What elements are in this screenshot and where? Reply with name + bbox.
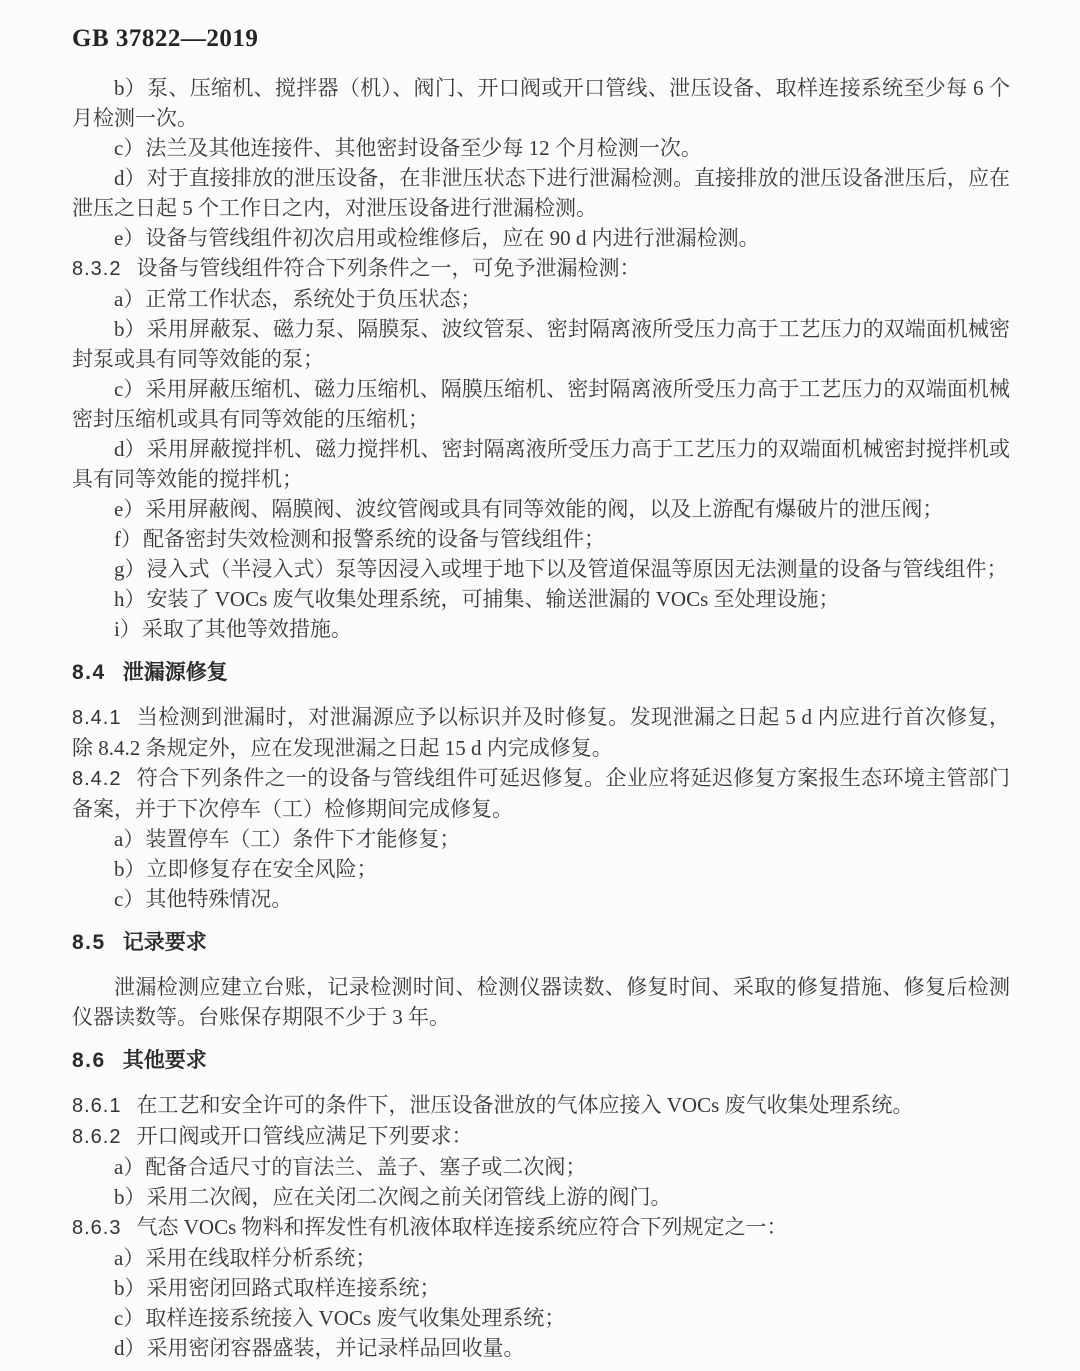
clause-paragraph [72,253,1010,284]
list-item-text: 安装了 VOCs 废气收集处理系统，可捕集、输送泄漏的 VOCs 至处理设施； [146,587,840,611]
section-heading [72,1046,1010,1076]
list-item-text: 采用屏蔽阀、隔膜阀、波纹管阀或具有同等效能的阀，以及上游配有爆破片的泄压阀； [145,497,944,521]
list-item-label: d） [114,166,146,190]
list-item-label: b） [114,857,146,881]
section-title: 其他要求 [122,1049,207,1072]
list-item [72,1333,1010,1363]
list-item-label: d） [114,1336,146,1360]
clause-text: 当检测到泄漏时，对泄漏源应予以标识并及时修复。发现泄漏之日起 5 d 内应进行首次修复，除 8.4.2 条规定外，应在发现泄漏之日起 15 d 内完成修复。 [72,705,1010,760]
list-item-label: b） [114,317,146,341]
section-number: 8.5 [72,931,106,954]
clause-paragraph [72,1212,1010,1243]
list-item-label: b） [114,76,147,100]
list-item [72,614,1010,644]
list-item-text: 配备密封失效检测和报警系统的设备与管线组件； [143,527,605,551]
clause-paragraph [72,1121,1010,1152]
list-item-text: 设备与管线组件初次启用或检维修后，应在 90 d 内进行泄漏检测。 [145,226,760,250]
list-item-label: e） [114,497,145,521]
list-item [72,73,1010,133]
section-heading [72,658,1010,688]
list-item-text: 采用屏蔽泵、磁力泵、隔膜泵、波纹管泵、密封隔离液所受压力高于工艺压力的双端面机械密封泵或具有同等效能的泵； [72,317,1011,371]
list-item-text: 浸入式（半浸入式）泵等因浸入或埋于地下以及管道保温等原因无法测量的设备与管线组件； [146,557,1008,581]
list-item [72,1243,1010,1273]
list-item-text: 采用密闭容器盛装，并记录样品回收量。 [146,1336,525,1360]
list-item-label: c） [114,887,145,911]
list-item [72,1152,1010,1182]
clause-paragraph [72,702,1010,763]
list-item-label: b） [114,1276,146,1300]
list-item-label: d） [114,437,146,461]
section-heading [72,928,1010,958]
list-item-text: 对于直接排放的泄压设备，在非泄压状态下进行泄漏检测。直接排放的泄压设备泄压后，应在泄压之日起 5 个工作日之内，对泄压设备进行泄漏检测。 [72,166,1011,220]
clause-number: 8.4.2 [72,768,122,790]
clause-number: 8.3.2 [72,258,122,280]
list-item [72,223,1010,253]
list-item [72,584,1010,614]
list-item-text: 正常工作状态，系统处于负压状态； [145,287,482,311]
clause-text: 在工艺和安全许可的条件下，泄压设备泄放的气体应接入 VOCs 废气收集处理系统。 [136,1093,914,1117]
clause-paragraph [72,1090,1010,1121]
list-item-text: 其他特殊情况。 [145,887,293,911]
list-item [72,884,1010,914]
list-item-text: 采取了其他等效措施。 [141,617,352,641]
list-item [72,374,1010,434]
list-item [72,1303,1010,1333]
list-item-label: a） [114,1155,145,1179]
clause-text: 气态 VOCs 物料和挥发性有机液体取样连接系统应符合下列规定之一： [136,1215,788,1239]
list-item [72,314,1010,374]
clause-text: 开口阀或开口管线应满足下列要求： [136,1124,473,1148]
document-body [72,73,1010,1363]
list-item [72,494,1010,524]
section-number: 8.6 [72,1049,106,1072]
clause-text: 设备与管线组件符合下列条件之一，可免予泄漏检测： [136,256,641,280]
list-item [72,554,1010,584]
list-item-label: f） [114,527,142,551]
list-item-text: 立即修复存在安全风险； [146,857,378,881]
section-title: 泄漏源修复 [122,661,228,684]
section-number: 8.4 [72,661,106,684]
list-item-text: 法兰及其他连接件、其他密封设备至少每 12 个月检测一次。 [145,136,702,160]
list-item-label: a） [114,287,145,311]
list-item [72,1182,1010,1212]
list-item-label: b） [114,1185,146,1209]
list-item-label: g） [114,557,146,581]
list-item-label: c） [114,1306,145,1330]
list-item-label: c） [114,377,145,401]
list-item [72,1273,1010,1303]
list-item-text: 取样连接系统接入 VOCs 废气收集处理系统； [145,1306,566,1330]
list-item-label: e） [114,226,145,250]
list-item-label: a） [114,827,145,851]
list-item-label: h） [114,587,146,611]
clause-number: 8.6.3 [72,1217,122,1239]
list-item-label: i） [114,617,141,641]
list-item [72,133,1010,163]
list-item-text: 采用屏蔽压缩机、磁力压缩机、隔膜压缩机、密封隔离液所受压力高于工艺压力的双端面机械密封压缩机或具有同等效能的压缩机； [72,377,1010,431]
body-paragraph: 泄漏检测应建立台账，记录检测时间、检测仪器读数、修复时间、采取的修复措施、修复后检测仪器读数等。台账保存期限不少于 3 年。 [72,975,1010,1029]
standard-code-header: GB 37822—2019 [72,25,259,52]
clause-number: 8.4.1 [72,707,122,729]
list-item-text: 采用屏蔽搅拌机、磁力搅拌机、密封隔离液所受压力高于工艺压力的双端面机械密封搅拌机或具有同等效能的搅拌机； [72,437,1011,491]
list-item [72,524,1010,554]
clause-number: 8.6.2 [72,1126,122,1148]
list-item [72,284,1010,314]
list-item-text: 泵、压缩机、搅拌器（机）、阀门、开口阀或开口管线、泄压设备、取样连接系统至少每 6 个月检测一次。 [72,76,1011,130]
list-item-text: 装置停车（工）条件下才能修复； [145,827,461,851]
list-item-text: 配备合适尺寸的盲法兰、盖子、塞子或二次阀； [145,1155,587,1179]
list-item [72,434,1010,494]
list-item-label: a） [114,1246,145,1270]
list-item-label: c） [114,136,145,160]
list-item [72,824,1010,854]
list-item [72,854,1010,884]
clause-number: 8.6.1 [72,1095,122,1117]
clause-paragraph [72,763,1010,824]
list-item [72,163,1010,223]
section-title: 记录要求 [122,931,207,954]
list-item-text: 采用二次阀，应在关闭二次阀之前关闭管线上游的阀门。 [146,1185,672,1209]
list-item-text: 采用密闭回路式取样连接系统； [146,1276,441,1300]
clause-text: 符合下列条件之一的设备与管线组件可延迟修复。企业应将延迟修复方案报生态环境主管部门备案，并于下次停车（工）检修期间完成修复。 [72,766,1010,821]
list-item-text: 采用在线取样分析系统； [145,1246,377,1270]
